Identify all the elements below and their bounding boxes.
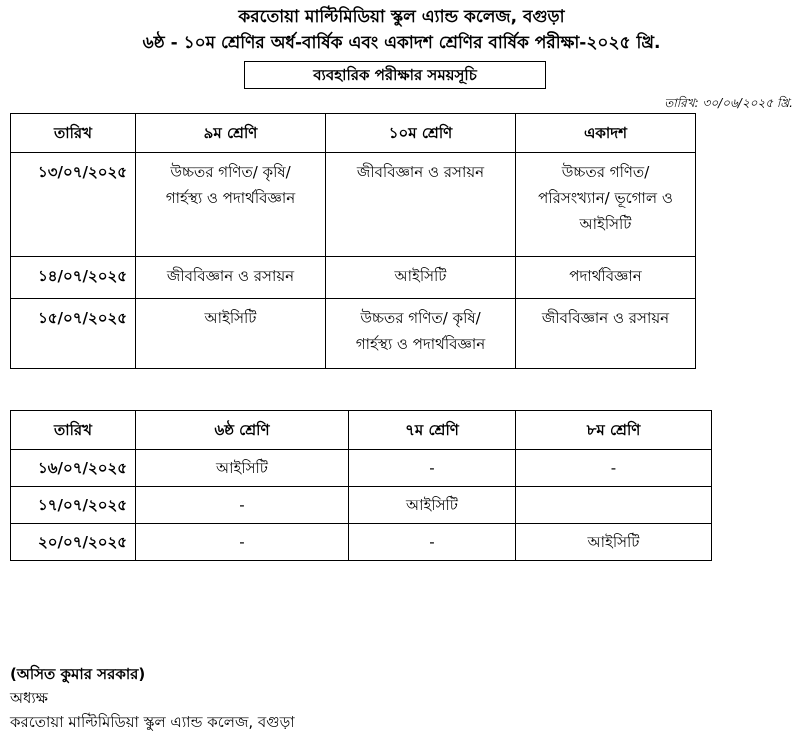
cell-class-8: আইসিটি <box>516 524 712 561</box>
row-date: ১৫/০৭/২০২৫ <box>11 299 136 369</box>
cell-class-10 <box>326 153 516 257</box>
table-row <box>11 487 712 524</box>
cell-class-9 <box>136 257 326 299</box>
signatory-institution: করতোয়া মাল্টিমিডিয়া স্কুল এ্যান্ড কলেজ, বগুড়া <box>10 713 295 731</box>
exam-title: ৬ষ্ঠ - ১০ম শ্রেণির অর্ধ-বার্ষিক এবং একাদশ শ্রেণির বার্ষিক পরীক্ষা-২০২৫ খ্রি. <box>142 33 661 53</box>
row-date: ১৩/০৭/২০২৫ <box>11 153 136 257</box>
header-class-10: ১০ম শ্রেণি <box>326 114 516 153</box>
cell-line: জীববিজ্ঞান ও রসায়ন <box>166 267 295 285</box>
table-row <box>11 153 696 257</box>
cell-class-10 <box>326 257 516 299</box>
table-row <box>11 450 712 487</box>
cell-line: আইসিটি <box>579 215 632 233</box>
header-class-6: ৬ষ্ঠ শ্রেণি <box>136 411 349 450</box>
cell-class-9 <box>136 299 326 369</box>
header-class-11: একাদশ <box>516 114 696 153</box>
table-row <box>11 257 696 299</box>
signatory-designation: অধ্যক্ষ <box>10 689 48 707</box>
row-date: ১৪/০৭/২০২৫ <box>11 257 136 299</box>
header-date: তারিখ <box>11 411 136 450</box>
cell-class-10 <box>326 299 516 369</box>
cell-class-7: - <box>349 524 516 561</box>
cell-line: জীববিজ্ঞান ও রসায়ন <box>356 163 485 181</box>
table-row <box>11 524 712 561</box>
header-class-7: ৭ম শ্রেণি <box>349 411 516 450</box>
cell-class-9 <box>136 153 326 257</box>
cell-line: পদার্থবিজ্ঞান <box>569 267 642 285</box>
cell-line: গার্হস্থ্য ও পদার্থবিজ্ঞান <box>165 189 296 207</box>
institution-name: করতোয়া মাল্টিমিডিয়া স্কুল এ্যান্ড কলেজ, বগুড়া <box>238 7 565 27</box>
cell-line: উচ্চতর গণিত/ <box>561 163 650 181</box>
header-class-8: ৮ম শ্রেণি <box>516 411 712 450</box>
schedule-table-9-11 <box>10 113 696 369</box>
cell-line: আইসিটি <box>394 267 447 285</box>
cell-class-6: আইসিটি <box>136 450 349 487</box>
cell-class-7: - <box>349 450 516 487</box>
row-date: ১৬/০৭/২০২৫ <box>11 450 136 487</box>
cell-class-11 <box>516 153 696 257</box>
signatory-name: (অসিত কুমার সরকার) <box>10 665 146 683</box>
cell-class-11 <box>516 299 696 369</box>
header-date: তারিখ <box>11 114 136 153</box>
schedule-table-6-8 <box>10 410 712 561</box>
cell-class-8: - <box>516 450 712 487</box>
cell-line: উচ্চতর গণিত/ কৃষি/ <box>360 309 481 327</box>
cell-class-7: আইসিটি <box>349 487 516 524</box>
table-row <box>11 299 696 369</box>
cell-line: আইসিটি <box>204 309 257 327</box>
schedule-title: ব্যবহারিক পরীক্ষার সময়সূচি <box>244 61 546 89</box>
header-class-9: ৯ম শ্রেণি <box>136 114 326 153</box>
row-date: ২০/০৭/২০২৫ <box>11 524 136 561</box>
issue-date: তারিখ: ৩০/০৬/২০২৫ খ্রি. <box>664 96 793 110</box>
cell-line: গার্হস্থ্য ও পদার্থবিজ্ঞান <box>355 335 486 353</box>
table-header-row <box>11 411 712 450</box>
cell-class-8 <box>516 487 712 524</box>
cell-class-6: - <box>136 524 349 561</box>
cell-line: পরিসংখ্যান/ ভূগোল ও <box>538 189 673 207</box>
table-header-row <box>11 114 696 153</box>
cell-class-11 <box>516 257 696 299</box>
cell-line: উচ্চতর গণিত/ কৃষি/ <box>170 163 291 181</box>
cell-line: জীববিজ্ঞান ও রসায়ন <box>541 309 670 327</box>
row-date: ১৭/০৭/২০২৫ <box>11 487 136 524</box>
cell-class-6: - <box>136 487 349 524</box>
